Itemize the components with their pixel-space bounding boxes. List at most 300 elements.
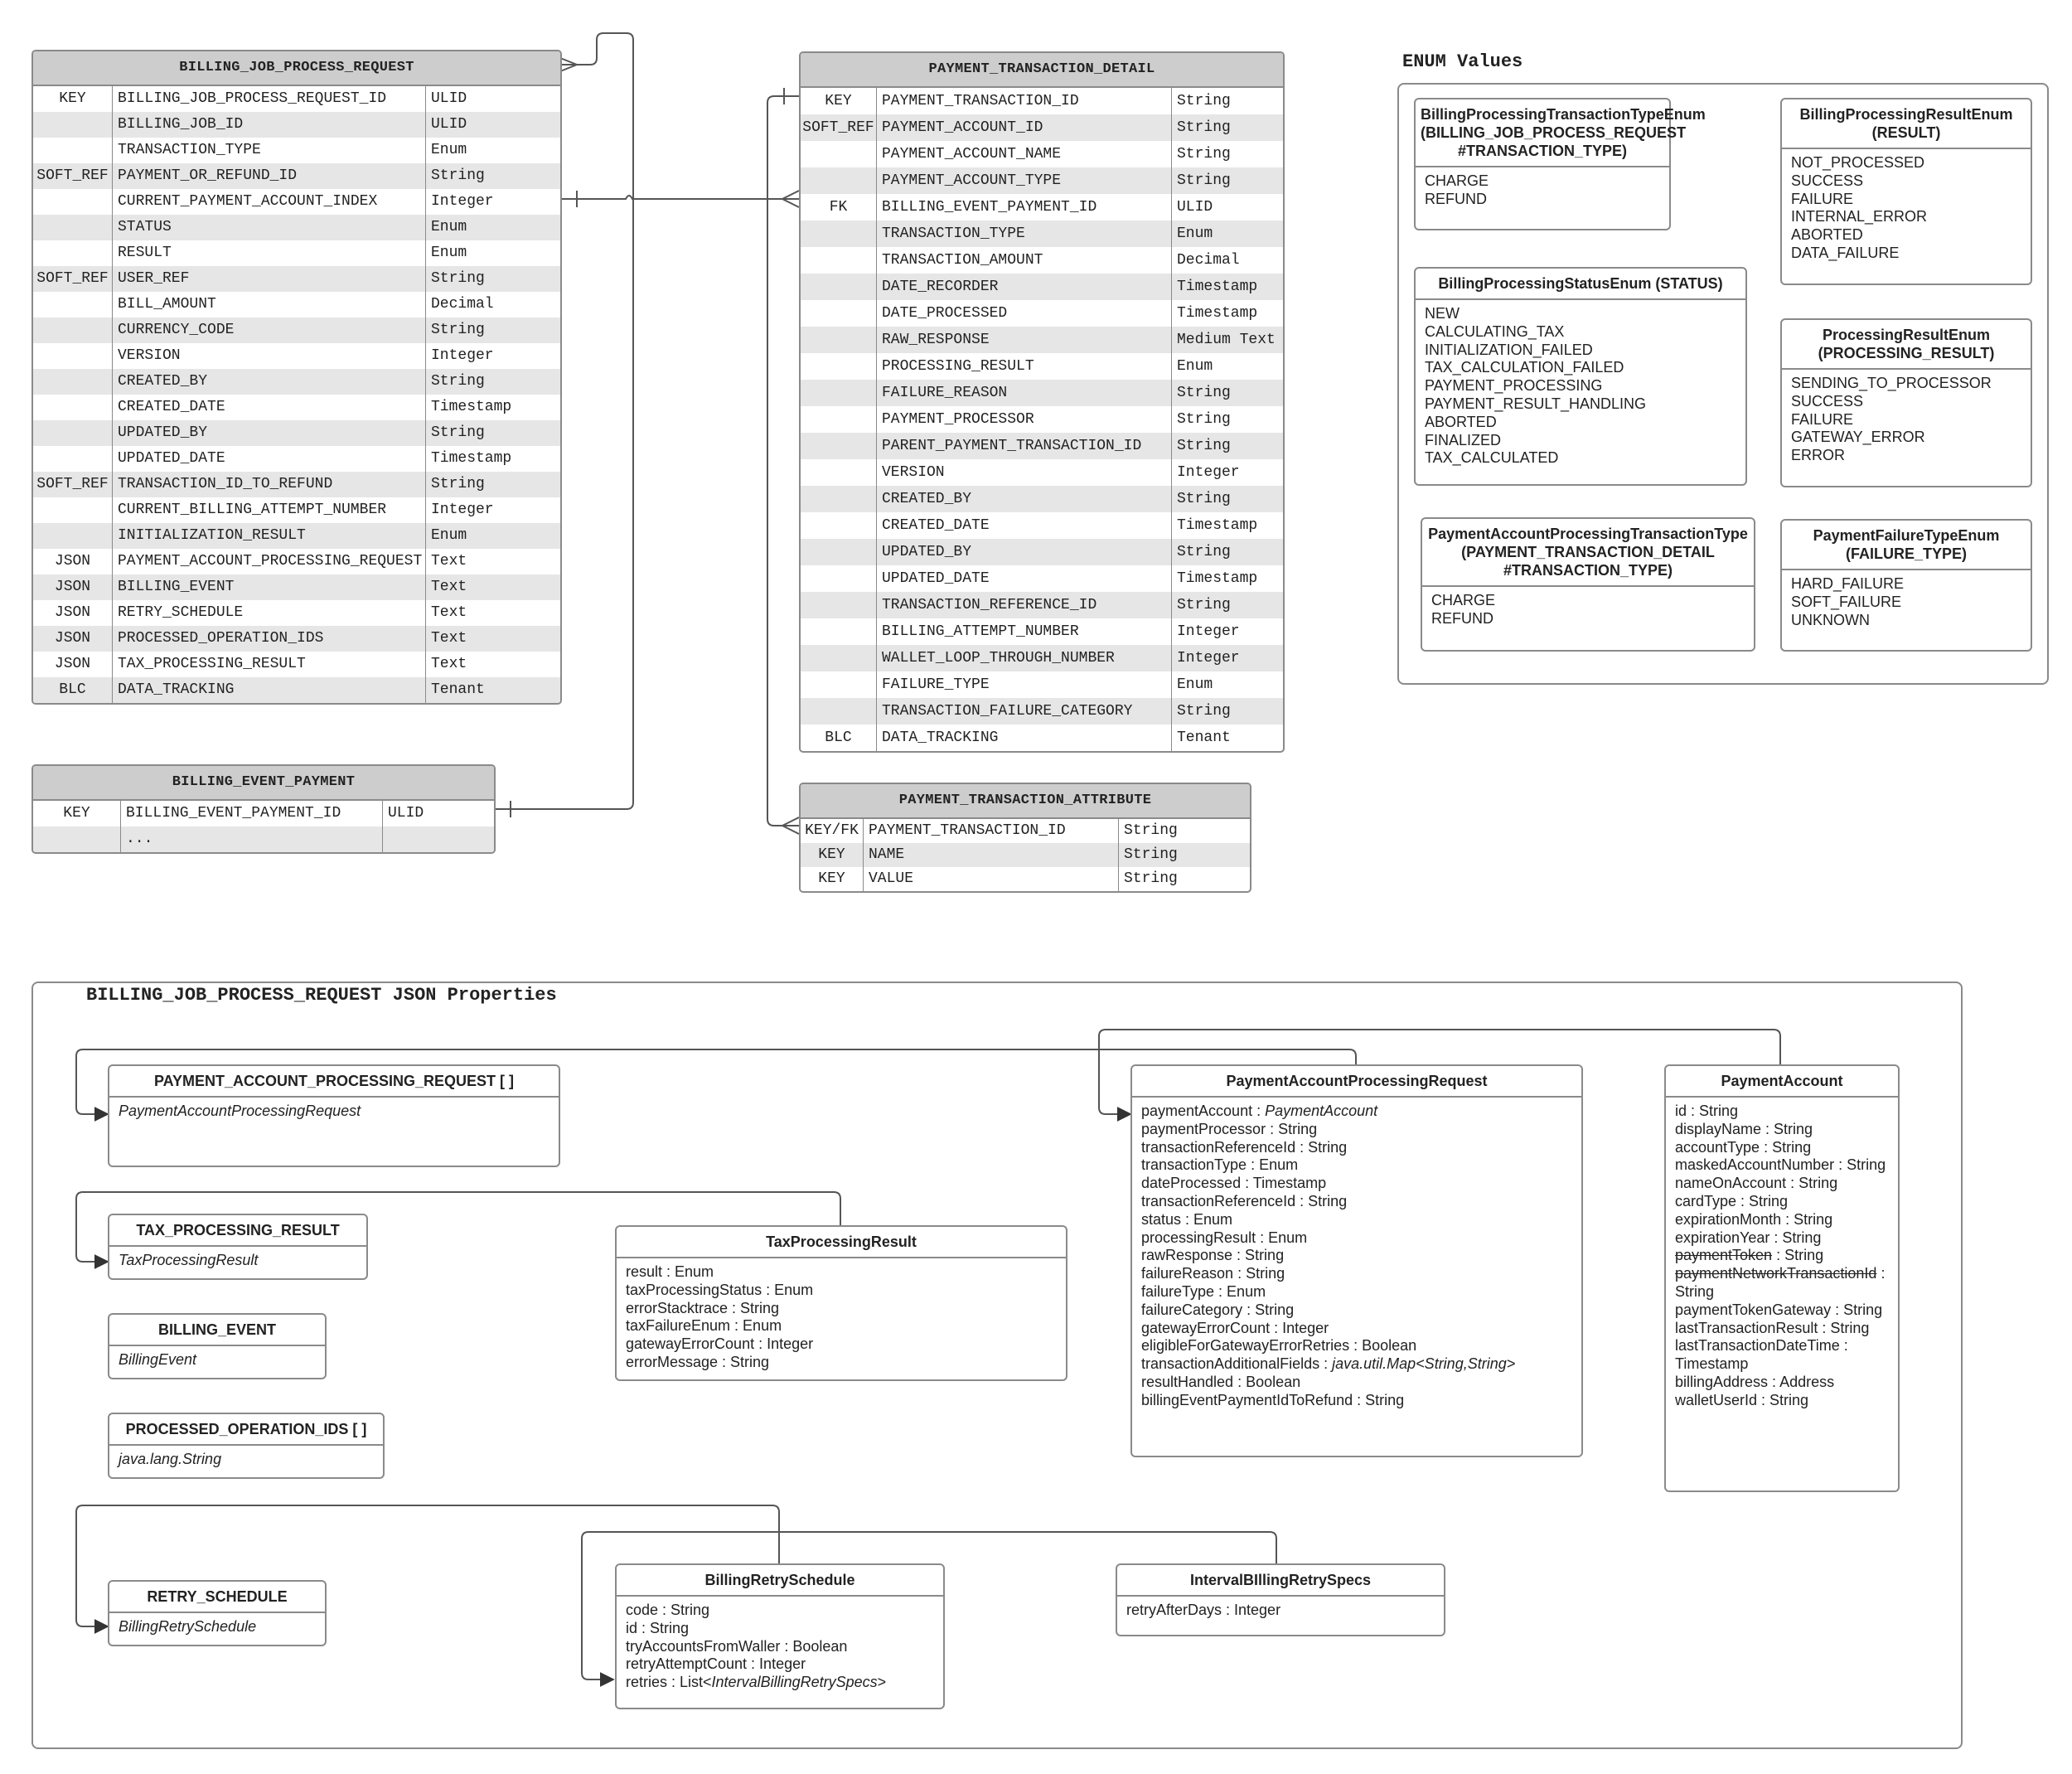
table-row <box>33 420 560 446</box>
column-name: RETRY_SCHEDULE <box>113 600 426 626</box>
column-key <box>801 141 877 167</box>
table-row <box>801 486 1283 512</box>
table-row <box>33 497 560 523</box>
table-row <box>801 539 1283 565</box>
column-type: String <box>431 424 485 441</box>
table-title: PAYMENT_TRANSACTION_DETAIL <box>801 53 1283 88</box>
table-row <box>33 215 560 240</box>
column-key <box>801 380 877 406</box>
column-key <box>33 369 113 395</box>
table-title: BILLING_EVENT_PAYMENT <box>33 766 494 801</box>
class-field <box>1141 1229 1572 1248</box>
table-row <box>801 88 1283 114</box>
column-key <box>801 565 877 592</box>
enum-value: SUCCESS <box>1791 392 1864 410</box>
column-key <box>801 512 877 539</box>
enum-values <box>1416 300 1745 473</box>
column-key <box>801 486 877 512</box>
table-row <box>801 698 1283 725</box>
column-key <box>33 446 113 472</box>
table-row <box>33 677 560 703</box>
class-field <box>1141 1355 1572 1374</box>
class-tax-processing-result <box>615 1225 1067 1381</box>
field-type: PaymentAccount <box>1265 1103 1378 1119</box>
column-name: INITIALIZATION_RESULT <box>113 523 426 549</box>
class-field <box>1141 1247 1572 1265</box>
class-field <box>1675 1265 1889 1301</box>
table-row <box>801 221 1283 247</box>
field-name: failureReason : String <box>1141 1265 1285 1282</box>
column-key <box>33 138 113 163</box>
column-type: Enum <box>431 219 467 235</box>
column-key: KEY <box>801 843 864 867</box>
enum-billing-processing-status <box>1414 267 1747 486</box>
class-field <box>1675 1175 1889 1193</box>
column-name: BILLING_EVENT_PAYMENT_ID <box>877 194 1172 221</box>
field-name: displayName : String <box>1675 1120 1813 1137</box>
column-key: JSON <box>33 549 113 574</box>
field-name: paymentTokenGateway : String <box>1675 1301 1883 1318</box>
column-key: FK <box>801 194 877 221</box>
field-name: status : Enum <box>1141 1210 1233 1228</box>
table-row <box>33 523 560 549</box>
class-field <box>1675 1211 1889 1229</box>
crowfoot-bjpr <box>560 58 577 71</box>
column-key: SOFT_REF <box>801 114 877 141</box>
enum-value: HARD_FAILURE <box>1791 575 1905 592</box>
enum-value: FAILURE <box>1791 190 1854 207</box>
column-name: TRANSACTION_TYPE <box>877 221 1172 247</box>
enum-processing-result <box>1780 318 2032 487</box>
enum-value: SUCCESS <box>1791 172 1864 189</box>
column-key: JSON <box>33 652 113 677</box>
field-name: lastTransactionDateTime : Timestamp <box>1675 1337 1848 1373</box>
field-type: java.util.Map<String,String> <box>1332 1355 1516 1373</box>
class-billing-retry-schedule <box>615 1563 945 1709</box>
class-field <box>1141 1103 1572 1121</box>
connector-bjpr-ptd <box>560 196 799 199</box>
column-type: Timestamp <box>1177 279 1258 295</box>
column-type: String <box>1177 597 1231 613</box>
enum-values <box>1422 587 1754 633</box>
table-billing-event-payment <box>31 764 496 854</box>
table-title: BILLING_JOB_PROCESS_REQUEST <box>33 51 560 86</box>
field-suffix: : String <box>1675 1265 1886 1300</box>
column-type: String <box>431 476 485 492</box>
column-key <box>801 618 877 645</box>
column-name: BILLING_EVENT_PAYMENT_ID <box>121 801 383 826</box>
class-title: PaymentAccount <box>1666 1066 1898 1098</box>
field-name: maskedAccountNumber : String <box>1675 1156 1886 1174</box>
json-prop-retry-schedule <box>108 1580 327 1646</box>
enum-section-title: ENUM Values <box>1402 51 1523 72</box>
table-row <box>33 112 560 138</box>
column-key <box>801 592 877 618</box>
column-name: PAYMENT_PROCESSOR <box>877 406 1172 433</box>
table-row <box>801 512 1283 539</box>
column-name: PARENT_PAYMENT_TRANSACTION_ID <box>877 433 1172 459</box>
column-key <box>801 274 877 300</box>
enum-values <box>1416 167 1669 214</box>
field-name: dateProcessed : Timestamp <box>1141 1175 1327 1192</box>
table-row <box>33 189 560 215</box>
column-key: KEY/FK <box>801 819 864 843</box>
field-name: billingAddress : Address <box>1675 1373 1835 1390</box>
column-type: ULID <box>388 805 424 822</box>
enum-value: FINALIZED <box>1425 431 1502 448</box>
column-name: BILLING_EVENT <box>113 574 426 600</box>
column-name: DATE_PROCESSED <box>877 300 1172 327</box>
enum-value: CALCULATING_TAX <box>1425 322 1565 340</box>
column-name: TRANSACTION_AMOUNT <box>877 247 1172 274</box>
column-name: PAYMENT_TRANSACTION_ID <box>877 88 1172 114</box>
column-name: USER_REF <box>113 266 426 292</box>
prop-title: PROCESSED_OPERATION_IDS [ ] <box>109 1414 383 1446</box>
column-type: String <box>431 322 485 338</box>
column-name: CREATED_DATE <box>877 512 1172 539</box>
column-type: Decimal <box>431 296 494 313</box>
class-field <box>1675 1392 1889 1410</box>
class-field <box>626 1620 934 1638</box>
table-row <box>33 138 560 163</box>
table-row <box>801 406 1283 433</box>
field-name: paymentAccount : <box>1141 1103 1266 1119</box>
column-key <box>33 112 113 138</box>
column-type: String <box>1177 703 1231 720</box>
enum-title: BillingProcessingTransactionTypeEnum (BILLING_JOB_PROCESS_REQUEST #TRANSACTION_TYPE) <box>1416 99 1669 167</box>
column-key <box>33 317 113 343</box>
table-billing-job-process-request <box>31 50 562 705</box>
column-name: TRANSACTION_REFERENCE_ID <box>877 592 1172 618</box>
enum-value: FAILURE <box>1791 410 1854 428</box>
column-type: ULID <box>431 116 467 133</box>
column-key <box>801 300 877 327</box>
class-field: errorStacktrace : String <box>626 1299 780 1316</box>
class-field <box>1675 1301 1889 1320</box>
column-key <box>801 645 877 671</box>
column-key <box>33 240 113 266</box>
class-field: taxFailureEnum : Enum <box>626 1317 782 1335</box>
column-type: ULID <box>431 90 467 107</box>
column-type: Timestamp <box>1177 570 1258 587</box>
prop-type: PaymentAccountProcessingRequest <box>119 1103 361 1119</box>
column-key: SOFT_REF <box>33 163 113 189</box>
table-row <box>801 867 1250 891</box>
column-name: PAYMENT_ACCOUNT_TYPE <box>877 167 1172 194</box>
class-field <box>1141 1337 1572 1355</box>
class-field: result : Enum <box>626 1263 714 1280</box>
column-key <box>801 698 877 725</box>
class-field: retryAfterDays : Integer <box>1126 1602 1281 1618</box>
column-name: TRANSACTION_ID_TO_REFUND <box>113 472 426 497</box>
table-row <box>33 549 560 574</box>
enum-value: TAX_CALCULATED <box>1425 449 1559 467</box>
field-name: transactionAdditionalFields : <box>1141 1355 1333 1373</box>
class-fields <box>1132 1098 1581 1415</box>
column-name: ... <box>121 826 383 852</box>
field-name: rawResponse : String <box>1141 1247 1285 1264</box>
column-type: Integer <box>1177 464 1240 481</box>
class-field <box>1675 1374 1889 1392</box>
class-title: BillingRetrySchedule <box>617 1565 943 1597</box>
table-row <box>801 592 1283 618</box>
json-prop-billing-event <box>108 1313 327 1379</box>
json-prop-tax-processing-result <box>108 1214 368 1280</box>
table-row <box>33 574 560 600</box>
column-key <box>801 247 877 274</box>
table-row <box>801 645 1283 671</box>
table-payment-transaction-attribute <box>799 783 1251 893</box>
column-type: ULID <box>1177 199 1213 216</box>
table-row <box>801 353 1283 380</box>
field-name: expirationYear : String <box>1675 1229 1822 1246</box>
column-key <box>801 406 877 433</box>
table-row <box>801 380 1283 406</box>
table-row <box>33 826 494 852</box>
column-type: Text <box>431 630 467 647</box>
enum-value: NEW <box>1425 305 1460 322</box>
field-name: cardType : String <box>1675 1192 1789 1209</box>
field-name: processingResult : Enum <box>1141 1229 1308 1246</box>
column-key <box>801 327 877 353</box>
column-key <box>33 292 113 317</box>
column-name: CREATED_BY <box>113 369 426 395</box>
column-name: UPDATED_BY <box>877 539 1172 565</box>
enum-title: BillingProcessingResultEnum (RESULT) <box>1782 99 2031 149</box>
column-key: KEY <box>801 88 877 114</box>
field-name: retryAttemptCount : Integer <box>626 1655 806 1673</box>
enum-values <box>1782 370 2031 470</box>
enum-title: PaymentFailureTypeEnum (FAILURE_TYPE) <box>1782 521 2031 570</box>
column-type: String <box>1177 119 1231 136</box>
column-name: UPDATED_DATE <box>113 446 426 472</box>
column-key <box>801 167 877 194</box>
class-field <box>1141 1283 1572 1301</box>
enum-title: ProcessingResultEnum (PROCESSING_RESULT) <box>1782 320 2031 370</box>
column-name: VERSION <box>877 459 1172 486</box>
column-type: Enum <box>1177 676 1213 693</box>
column-key <box>801 433 877 459</box>
column-name: RAW_RESPONSE <box>877 327 1172 353</box>
field-name: lastTransactionResult : String <box>1675 1319 1870 1336</box>
table-row <box>33 652 560 677</box>
enum-value: PAYMENT_PROCESSING <box>1425 377 1603 395</box>
enum-value: DATA_FAILURE <box>1791 244 1900 261</box>
column-key: KEY <box>33 86 113 112</box>
column-type: String <box>1124 870 1178 887</box>
prop-title: BILLING_EVENT <box>109 1315 325 1346</box>
column-type: Text <box>431 579 467 595</box>
column-key: BLC <box>33 677 113 703</box>
column-type: Enum <box>431 527 467 544</box>
table-row <box>33 801 494 826</box>
column-key: BLC <box>801 725 877 751</box>
enum-value: GATEWAY_ERROR <box>1791 429 1925 446</box>
enum-value: INTERNAL_ERROR <box>1791 208 1928 225</box>
table-row <box>801 725 1283 751</box>
column-key: KEY <box>801 867 864 891</box>
column-name: CREATED_BY <box>877 486 1172 512</box>
enum-values <box>1782 149 2031 268</box>
table-row <box>33 292 560 317</box>
class-field <box>1141 1211 1572 1229</box>
column-key: JSON <box>33 600 113 626</box>
column-name: BILLING_JOB_PROCESS_REQUEST_ID <box>113 86 426 112</box>
table-payment-transaction-detail <box>799 51 1285 753</box>
table-row <box>33 240 560 266</box>
column-name: CURRENT_BILLING_ATTEMPT_NUMBER <box>113 497 426 523</box>
column-type: String <box>1177 172 1231 189</box>
column-name: PAYMENT_ACCOUNT_ID <box>877 114 1172 141</box>
table-row <box>33 369 560 395</box>
enum-value: REFUND <box>1431 609 1493 627</box>
table-row <box>801 114 1283 141</box>
column-name: PAYMENT_OR_REFUND_ID <box>113 163 426 189</box>
column-type: Timestamp <box>1177 305 1258 322</box>
class-fields <box>617 1258 1066 1377</box>
column-key <box>33 343 113 369</box>
column-type: String <box>431 270 485 287</box>
crowfoot-pta <box>782 817 799 834</box>
table-row <box>33 395 560 420</box>
class-field <box>1675 1193 1889 1211</box>
column-type: Medium Text <box>1177 332 1276 348</box>
class-fields <box>1117 1597 1444 1625</box>
column-type: String <box>1177 544 1231 560</box>
table-row <box>33 626 560 652</box>
field-name: failureCategory : String <box>1141 1301 1295 1318</box>
column-name: BILL_AMOUNT <box>113 292 426 317</box>
class-title: TaxProcessingResult <box>617 1227 1066 1258</box>
column-type: Timestamp <box>1177 517 1258 534</box>
column-type: String <box>1124 822 1178 839</box>
enum-value: TAX_CALCULATION_FAILED <box>1425 359 1624 376</box>
table-row <box>801 274 1283 300</box>
column-name: CURRENCY_CODE <box>113 317 426 343</box>
field-name: gatewayErrorCount : Integer <box>1141 1319 1329 1336</box>
table-row <box>801 247 1283 274</box>
class-field <box>1675 1229 1889 1248</box>
table-row <box>33 86 560 112</box>
class-interval-billing-retry-specs <box>1116 1563 1445 1636</box>
column-type: Timestamp <box>431 450 512 467</box>
column-key: SOFT_REF <box>33 266 113 292</box>
field-name: id : String <box>626 1619 690 1636</box>
column-name: TRANSACTION_FAILURE_CATEGORY <box>877 698 1172 725</box>
column-key <box>33 497 113 523</box>
column-name: BILLING_JOB_ID <box>113 112 426 138</box>
enum-value: SENDING_TO_PROCESSOR <box>1791 375 1992 391</box>
class-field <box>1141 1320 1572 1338</box>
field-name: resultHandled : Boolean <box>1141 1373 1301 1390</box>
class-field <box>1141 1175 1572 1193</box>
table-row <box>801 327 1283 353</box>
column-type: String <box>431 167 485 184</box>
column-type: Integer <box>431 502 494 518</box>
table-row <box>801 671 1283 698</box>
class-field <box>626 1638 934 1656</box>
column-type: String <box>1177 438 1231 454</box>
enum-value: CHARGE <box>1431 592 1496 608</box>
column-name: DATE_RECORDER <box>877 274 1172 300</box>
field-suffix: : String <box>1772 1247 1824 1264</box>
column-type: Text <box>431 604 467 621</box>
column-key <box>33 826 121 852</box>
column-type: Integer <box>431 193 494 210</box>
table-row <box>801 300 1283 327</box>
column-type: String <box>1177 385 1231 401</box>
column-type: Enum <box>1177 358 1213 375</box>
prop-type: java.lang.String <box>119 1451 222 1467</box>
column-type <box>383 826 492 852</box>
column-key: KEY <box>33 801 121 826</box>
class-fields <box>1666 1098 1898 1415</box>
column-type: String <box>1177 146 1231 162</box>
column-type: Decimal <box>1177 252 1240 269</box>
class-field: errorMessage : String <box>626 1353 770 1370</box>
column-type: String <box>1177 491 1231 507</box>
field-name: transactionReferenceId : String <box>1141 1192 1348 1209</box>
column-name: DATA_TRACKING <box>877 725 1172 751</box>
field-name: eligibleForGatewayErrorRetries : Boolean <box>1141 1337 1417 1355</box>
column-key <box>801 539 877 565</box>
class-field <box>1141 1121 1572 1139</box>
field-name: tryAccountsFromWaller : Boolean <box>626 1637 848 1655</box>
column-key <box>801 221 877 247</box>
field-name: nameOnAccount : String <box>1675 1175 1838 1192</box>
table-row <box>801 141 1283 167</box>
column-key: JSON <box>33 626 113 652</box>
field-name: id : String <box>1675 1103 1739 1119</box>
enum-value: CHARGE <box>1425 172 1489 189</box>
field-name: transactionReferenceId : String <box>1141 1138 1348 1156</box>
table-row <box>33 343 560 369</box>
column-name: WALLET_LOOP_THROUGH_NUMBER <box>877 645 1172 671</box>
column-name: VERSION <box>113 343 426 369</box>
field-name: paymentNetworkTransactionId <box>1675 1265 1877 1282</box>
column-key <box>33 523 113 549</box>
column-name: PROCESSED_OPERATION_IDS <box>113 626 426 652</box>
column-type: Integer <box>431 347 494 364</box>
column-key <box>33 189 113 215</box>
column-type: Enum <box>1177 225 1213 242</box>
field-name: accountType : String <box>1675 1138 1812 1156</box>
class-field <box>626 1674 934 1692</box>
field-name: code : String <box>626 1602 710 1618</box>
enum-value: INITIALIZATION_FAILED <box>1425 341 1593 358</box>
json-prop-processed-operation-ids <box>108 1413 385 1479</box>
table-row <box>801 167 1283 194</box>
table-row <box>33 446 560 472</box>
prop-title: TAX_PROCESSING_RESULT <box>109 1215 366 1247</box>
class-field <box>626 1655 934 1674</box>
column-name: STATUS <box>113 215 426 240</box>
table-row <box>33 266 560 292</box>
column-name: FAILURE_REASON <box>877 380 1172 406</box>
prop-type: BillingEvent <box>119 1351 197 1368</box>
column-name: PAYMENT_ACCOUNT_PROCESSING_REQUEST <box>113 549 426 574</box>
column-type: String <box>1124 846 1178 863</box>
connector-ptd-pta <box>767 96 799 826</box>
enum-values <box>1782 570 2031 634</box>
column-type: Integer <box>1177 623 1240 640</box>
class-field <box>1141 1156 1572 1175</box>
table-row <box>801 618 1283 645</box>
field-name: expirationMonth : String <box>1675 1210 1833 1228</box>
column-name: UPDATED_BY <box>113 420 426 446</box>
class-fields <box>617 1597 943 1697</box>
enum-payment-failure-type <box>1780 519 2032 652</box>
